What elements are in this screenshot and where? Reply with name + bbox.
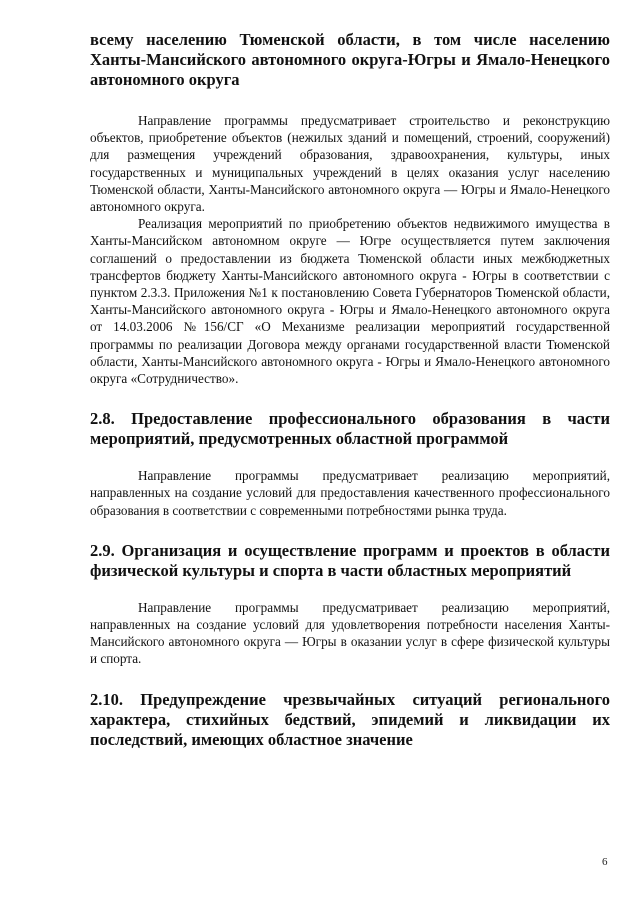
intro-paragraph-1: Направление программы предусматривает строительство и реконструкцию объектов, приобретение объектов (нежилых зданий и помещений, строений, сооружений) для размещения учреждений образования, здравоохранения, культуры, иных государственных и муниципальных учреждений в целях оказания услуг населению Тюменской области, Ханты-Мансийского автономного округа — Югры и Ямало-Ненецкого автономного округа.: [90, 113, 610, 215]
page-number: 6: [602, 856, 608, 868]
section-text-2-8: Направление программы предусматривает реализацию мероприятий, направленных на создание условий для предоставления качественного профессионального образования в соответствии с современными потребностями рынка труда.: [90, 468, 610, 518]
section-text-2-9: Направление программы предусматривает реализацию мероприятий, направленных на создание условий для удовлетворения потребности населения Ханты-Мансийского автономного округа — Югры в оказании услуг в сфере физической культуры и спорта.: [90, 599, 610, 667]
section-heading-2-10: 2.10. Предупреждение чрезвычайных ситуаций регионального характера, стихийных бедствий, эпидемий и ликвидации их последствий, имеющих областное значение: [90, 689, 610, 749]
intro-heading: всему населению Тюменской области, в том числе населению Ханты-Мансийского автономного округа-Югры и Ямало-Ненецкого автономного округа: [90, 30, 610, 89]
intro-paragraph-2: Реализация мероприятий по приобретению объектов недвижимого имущества в Ханты-Мансийском автономном округе — Югре осуществляется путем заключения соглашений о предоставлении из бюджета Тюменской области иных межбюджетных трансфертов бюджету Ханты-Мансийского автономного округа - Югры в соответствии с пунктом 2.3.3. Приложения №1 к постановлению Совета Губернаторов Тюменской области, Ханты-Мансийского автономного округа - Югры и Ямало-Ненецкого автономного округа от 14.03.2006 №156/СГ «О Механизме реализации мероприятий государственной программы по реализации Договора между органами государственной власти Тюменской области, Ханты-Мансийского автономного округа - Югры и Ямало-Ненецкого автономного округа «Сотрудничество».: [90, 216, 610, 387]
section-heading-2-8: 2.8. Предоставление профессионального образования в части мероприятий, предусмотренных областной программой: [90, 409, 610, 449]
document-page: [90, 30, 610, 750]
section-heading-2-9: 2.9. Организация и осуществление программ и проектов в области физической культуры и спорта в части областных мероприятий: [90, 540, 610, 580]
